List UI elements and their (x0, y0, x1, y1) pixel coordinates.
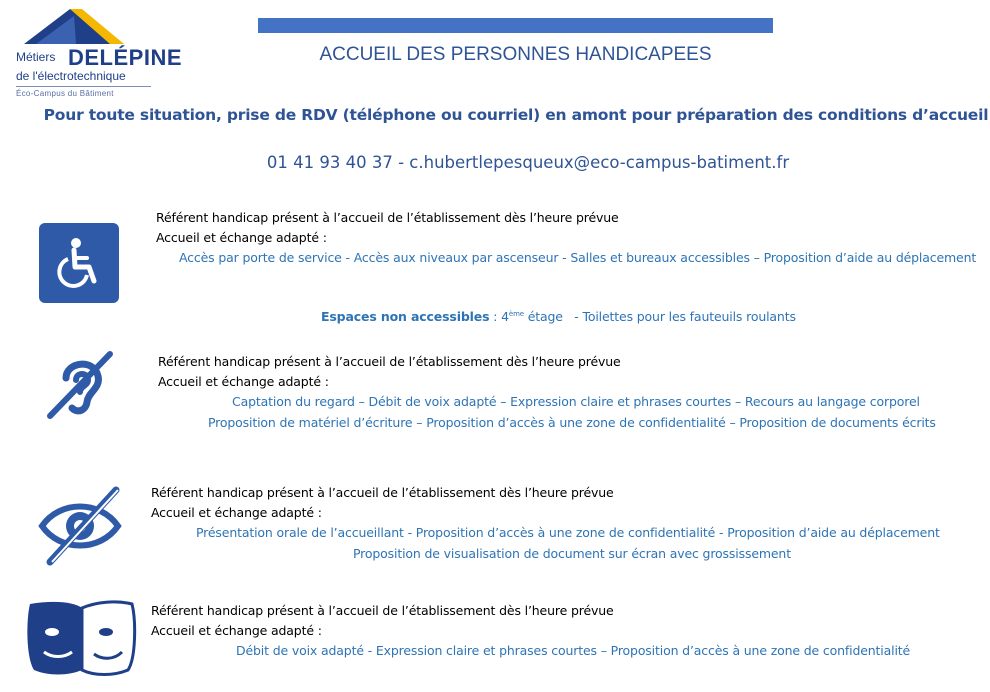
section-3-line-1: Présentation orale de l’accueillant - Proposition d’accès à une zone de confidentialité - Proposition d’aide au déplacement (196, 525, 940, 540)
page-title: ACCUEIL DES PERSONNES HANDICAPEES (319, 44, 712, 65)
wheelchair-icon (39, 223, 119, 303)
section-2-exchange: Accueil et échange adapté : (158, 374, 329, 389)
logo-line2: de l'électrotechnique (16, 69, 126, 83)
section-3-referent: Référent handicap présent à l’accueil de l’établissement dès l’heure prévue (151, 485, 614, 500)
page-subtitle: Pour toute situation, prise de RDV (téléphone ou courriel) en amont pour préparation des conditions d’accueil (43, 106, 989, 124)
hearing-impaired-icon (44, 350, 114, 420)
section-1-non-access (321, 309, 796, 324)
logo-brand: DELÉPINE (68, 45, 183, 70)
logo-divider (16, 86, 151, 87)
section-2-line-2: Proposition de matériel d’écriture – Proposition d’accès à une zone de confidentialité – Proposition de documents écrits (208, 415, 936, 430)
visually-impaired-icon (38, 486, 122, 566)
section-1-exchange: Accueil et échange adapté : (156, 230, 327, 245)
section-3-line-2: Proposition de visualisation de document sur écran avec grossissement (353, 546, 791, 561)
non-access-sup: ème (508, 309, 524, 318)
section-1-line-1: Accès par porte de service - Accès aux niveaux par ascenseur - Salles et bureaux accessibles – Proposition d’aide au déplacement (179, 250, 977, 265)
mental-disability-icon (24, 600, 138, 676)
section-4-referent: Référent handicap présent à l’accueil de l’établissement dès l’heure prévue (151, 603, 614, 618)
non-access-rest: étage - Toilettes pour les fauteuils roulants (523, 309, 796, 324)
section-4-line-1: Débit de voix adapté - Expression claire et phrases courtes – Proposition d’accès à une zone de confidentialité (236, 643, 911, 658)
contact-info: 01 41 93 40 37 - c.hubertlepesqueux@eco-campus-batiment.fr (266, 153, 790, 172)
non-access-floor: : 4 (489, 309, 509, 324)
non-access-label: Espaces non accessibles (321, 309, 490, 324)
section-2-line-1: Captation du regard – Débit de voix adapté – Expression claire et phrases courtes – Recours au langage corporel (232, 394, 920, 409)
section-3-exchange: Accueil et échange adapté : (151, 505, 322, 520)
logo-line1: Métiers (16, 50, 56, 64)
section-4-exchange: Accueil et échange adapté : (151, 623, 322, 638)
logo-line3: Éco-Campus du Bâtiment (16, 89, 114, 98)
section-1-referent: Référent handicap présent à l’accueil de l’établissement dès l’heure prévue (156, 210, 619, 225)
section-2-referent: Référent handicap présent à l’accueil de l’établissement dès l’heure prévue (158, 354, 621, 369)
header-bar (258, 18, 773, 33)
